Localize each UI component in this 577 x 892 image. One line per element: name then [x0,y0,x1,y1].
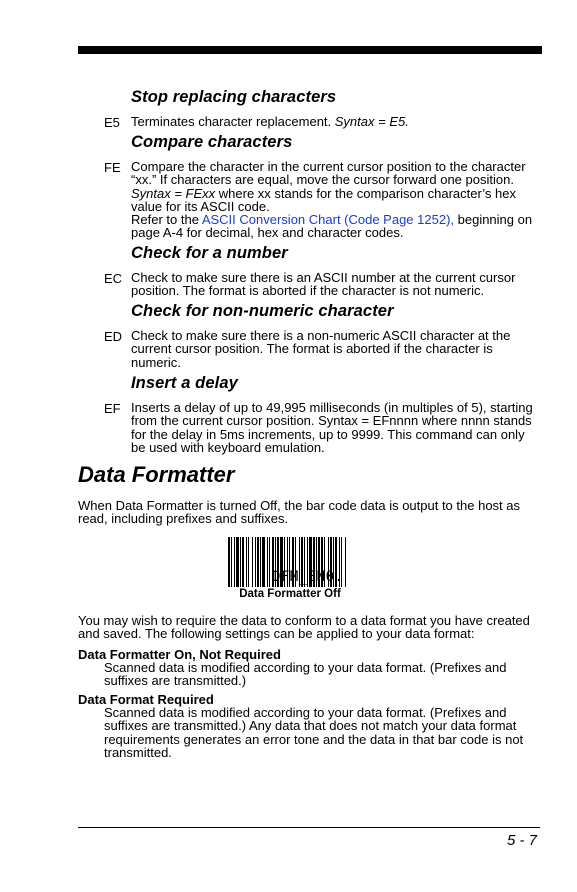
barcode-bar [257,537,259,587]
settings-intro: You may wish to require the data to conform to a data format you have created and saved. The following settings can be applied to your data format: [78,613,530,642]
command-code-ed: ED [104,329,123,344]
fe-ref-prefix: Refer to the [131,212,202,228]
intro-paragraph: When Data Formatter is turned Off, the bar code data is output to the host as read, including prefixes and suffixes. [78,498,520,527]
barcode-bar [248,537,249,587]
option-desc-not-required: Scanned data is modified according to your data format. (Prefixes and suffixes are transmitted.) [104,660,507,689]
option-desc-required: Scanned data is modified according to your data format. (Prefixes and suffixes are transmitted.) Any data that does not match your data format requirements generates an error tone and the data in that bar code is not transmitted. [104,705,524,760]
barcode-bar [255,537,256,587]
header-rule [78,46,542,54]
heading-insert-delay: Insert a delay [131,374,238,392]
barcode-bar [242,537,244,587]
section-title: Data Formatter [78,462,235,487]
barcode-caption: Data Formatter Off [239,588,341,600]
barcode-bar [262,537,265,587]
barcode-bar [260,537,261,587]
e5-syntax: Syntax = E5. [334,114,409,129]
barcode-bar [234,537,235,587]
heading-check-number: Check for a number [131,244,288,262]
barcode-bar [252,537,253,587]
page-number: 5 - 7 [506,832,537,849]
barcode-bar [345,537,346,587]
command-code-fe: FE [104,160,121,175]
command-desc-e5 [131,115,541,128]
barcode-bar [231,537,232,587]
command-desc-ef: Inserts a delay of up to 49,995 milliseconds (in multiples of 5), starting from the current cursor position. Syntax = EFnnnn where nnnn stands for the delay in 5ms increments, up to 9999. This command can only be used with keyboard emulation. [131,400,533,455]
e5-text: Terminates character replacement. [131,114,335,129]
command-code-ef: EF [104,401,121,416]
fe-line1: Compare the character in the current cursor position to the character “xx.” If characters are equal, move the cursor forward one position. [131,159,526,188]
ascii-chart-link[interactable]: ASCII Conversion Chart (Code Page 1252), [201,212,455,228]
barcode-bar [228,537,230,587]
barcode-bar [236,537,239,587]
footer-rule [78,827,540,828]
command-code-ec: EC [104,271,123,286]
fe-ref-suffix: beginning on page A-4 for decimal, hex and character codes. [131,212,533,241]
command-desc-ec: Check to make sure there is an ASCII number at the current cursor position. The format is aborted if the character is not numeric. [131,270,516,299]
barcode-text: DFM_EN0. [272,569,344,585]
option-title-required: Data Format Required [78,692,214,707]
heading-stop-replacing: Stop replacing characters [131,88,337,106]
barcode-bar [269,537,270,587]
barcode-bar [246,537,247,587]
heading-compare-characters: Compare characters [131,133,293,151]
heading-check-non-numeric: Check for non-numeric character [131,302,394,320]
barcode-bar [240,537,241,587]
barcode-bar [267,537,268,587]
command-desc-fe [131,160,541,240]
fe-syntax: Syntax = FExx [131,185,216,201]
fe-line2: where xx stands for the comparison character’s hex value for its ASCII code. [131,185,516,214]
command-code-e5: E5 [104,115,120,130]
option-title-not-required: Data Formatter On, Not Required [78,647,281,662]
command-desc-ed: Check to make sure there is a non-numeric ASCII character at the current cursor position. The format is aborted if the character is numeric. [131,328,511,370]
